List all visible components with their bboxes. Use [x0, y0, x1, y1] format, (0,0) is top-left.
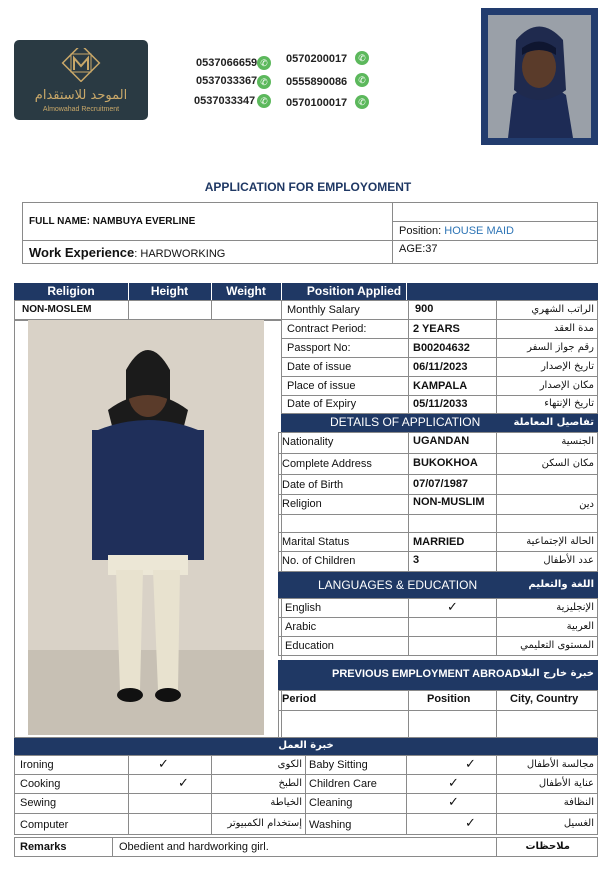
phone-number[interactable]: 0537066659 — [196, 57, 258, 69]
work-experience: Work Experience: HARDWORKING — [29, 245, 226, 260]
detail-label: Monthly Salary — [287, 304, 360, 316]
application-value: 07/07/1987 — [413, 478, 469, 490]
phone-number[interactable]: 0537033367 — [196, 75, 258, 87]
skill-label: Cooking — [20, 778, 61, 790]
skill-arabic: الخياطة — [270, 797, 302, 808]
whatsapp-icon — [257, 56, 271, 70]
application-label: Nationality — [282, 436, 334, 448]
remarks-value: Obedient and hardworking girl. — [119, 841, 269, 853]
skill-label: Children Care — [309, 778, 377, 790]
skill-arabic: عناية الأطفال — [538, 778, 594, 789]
skill-label: Washing — [309, 819, 352, 831]
phone-number[interactable]: 0555890086 — [286, 76, 348, 88]
header-position-applied: Position Applied — [306, 284, 402, 298]
skill-arabic: الطبخ — [278, 778, 302, 789]
skill-label: Computer — [20, 819, 69, 831]
language-label: Education — [285, 640, 334, 652]
age-field: AGE:37 — [399, 243, 438, 255]
detail-label: Date of Expiry — [287, 398, 357, 410]
phone-number[interactable]: 0570200017 — [286, 53, 348, 65]
language-arabic: المستوى التعليمي — [520, 640, 594, 651]
detail-label: Passport No: — [287, 342, 351, 354]
detail-value: 2 YEARS — [413, 323, 460, 335]
header-height: Height — [150, 284, 189, 298]
detail-arabic: تاريخ الإصدار — [541, 361, 594, 372]
skill-label: Ironing — [20, 759, 54, 771]
header-religion: Religion — [47, 284, 95, 298]
detail-arabic: مكان الإصدار — [539, 380, 594, 391]
application-label: Marital Status — [282, 536, 350, 548]
application-value: UGANDAN — [413, 435, 470, 447]
detail-label: Place of issue — [287, 380, 356, 392]
details-header-ar: تفاصيل المعاملة — [513, 417, 594, 428]
whatsapp-icon — [257, 94, 271, 108]
check-icon: ✓ — [178, 776, 189, 791]
logo-english-text: Almowahad Recruitment — [42, 106, 120, 113]
application-value: BUKOKHOA — [413, 457, 478, 469]
skill-arabic: مجالسة الأطفال — [526, 759, 594, 770]
detail-arabic: مدة العقد — [554, 323, 594, 334]
document-title: APPLICATION FOR EMPLOYOMENT — [204, 180, 412, 194]
prev-col-city: City, Country — [510, 693, 579, 705]
skill-label: Sewing — [20, 797, 57, 809]
previous-employment-ar: خبرة خارج البلاد — [515, 668, 594, 679]
logo-arabic-text: الموحد للاستقدام — [34, 88, 128, 103]
application-value: MARRIED — [413, 536, 465, 548]
language-arabic: الإنجليزية — [556, 602, 594, 613]
application-label: Date of Birth — [282, 479, 344, 491]
whatsapp-icon — [355, 73, 369, 87]
detail-arabic: الراتب الشهري — [531, 304, 594, 315]
application-value: NON-MUSLIM — [413, 496, 485, 508]
detail-arabic: رقم جواز السفر — [527, 342, 594, 353]
application-arabic: دين — [579, 499, 594, 510]
check-icon: ✓ — [465, 757, 476, 772]
application-arabic: الجنسية — [561, 436, 594, 447]
detail-value: 900 — [415, 303, 434, 315]
full-name: FULL NAME: NAMBUYA EVERLINE — [29, 216, 196, 227]
language-label: English — [285, 602, 322, 614]
position-field: Position: HOUSE MAID — [399, 225, 514, 237]
candidate-portrait — [488, 15, 591, 138]
phone-number[interactable]: 0570100017 — [286, 97, 348, 109]
skill-arabic: إستخدام الكمبيوتر — [227, 818, 302, 829]
detail-label: Date of issue — [287, 361, 352, 373]
check-icon: ✓ — [158, 757, 169, 772]
prev-col-position: Position — [427, 693, 471, 705]
application-label: Religion — [282, 498, 322, 510]
details-header-en: DETAILS OF APPLICATION — [330, 415, 481, 429]
detail-label: Contract Period: — [287, 323, 367, 335]
whatsapp-icon — [355, 95, 369, 109]
phone-number[interactable]: 0537033347 — [194, 95, 256, 107]
detail-value: 06/11/2023 — [413, 361, 468, 373]
prev-col-period: Period — [282, 693, 317, 705]
languages-header-ar: اللغة والتعليم — [528, 579, 594, 590]
detail-value: B00204632 — [413, 342, 470, 354]
check-icon: ✓ — [465, 816, 476, 831]
whatsapp-icon — [355, 51, 369, 65]
application-label: Complete Address — [282, 458, 372, 470]
language-label: Arabic — [285, 621, 317, 633]
application-arabic: عدد الأطفال — [543, 555, 594, 566]
skill-arabic: النظافة — [563, 797, 594, 808]
check-icon: ✓ — [448, 776, 459, 791]
detail-arabic: تاريخ الإنتهاء — [544, 398, 594, 409]
languages-header-en: LANGUAGES & EDUCATION — [318, 578, 478, 592]
language-arabic: العربية — [566, 621, 594, 632]
skill-arabic: الكوى — [277, 759, 302, 770]
application-value: 3 — [413, 554, 420, 566]
skill-label: Baby Sitting — [309, 759, 368, 771]
application-label: No. of Children — [282, 555, 356, 567]
check-icon: ✓ — [448, 795, 459, 810]
whatsapp-icon — [257, 75, 271, 89]
skill-label: Cleaning — [309, 797, 353, 809]
company-logo — [14, 40, 148, 120]
check-icon: ✓ — [447, 600, 458, 615]
application-arabic: الحالة الإجتماعية — [526, 536, 594, 547]
detail-value: KAMPALA — [413, 380, 468, 392]
religion-value: NON-MOSLEM — [22, 304, 92, 315]
candidate-full-body-photo — [28, 320, 264, 735]
remarks-arabic: ملاحظات — [525, 841, 570, 852]
remarks-label: Remarks — [20, 841, 67, 853]
detail-value: 05/11/2033 — [413, 398, 468, 410]
header-weight: Weight — [226, 284, 266, 298]
skills-header-ar: خبرة العمل — [278, 740, 334, 751]
application-arabic: مكان السكن — [541, 458, 594, 469]
logo-icon — [54, 48, 108, 82]
previous-employment-en: PREVIOUS EMPLOYMENT ABROAD — [332, 668, 521, 680]
skill-arabic: الغسيل — [563, 818, 594, 829]
